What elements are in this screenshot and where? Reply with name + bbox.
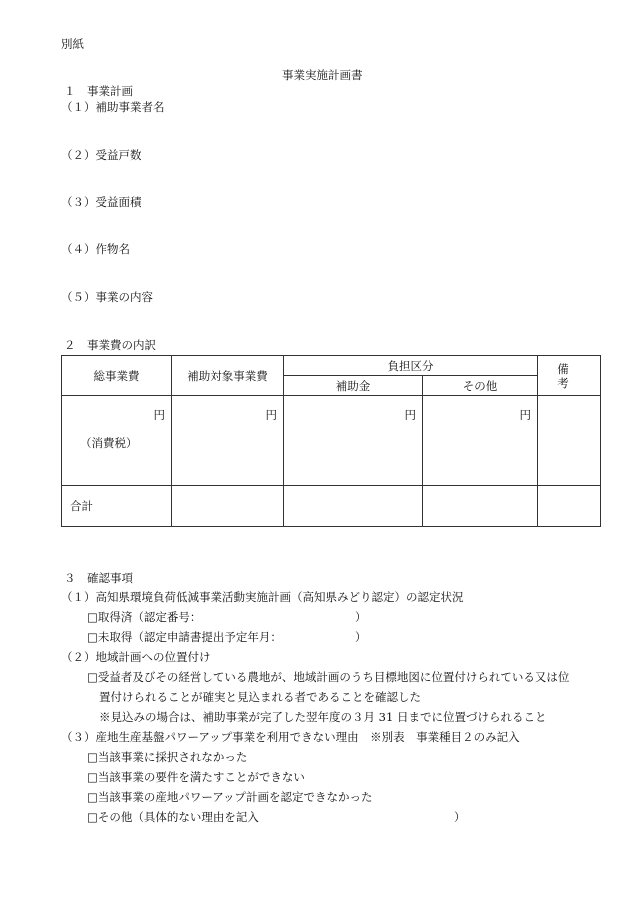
subsidy-cell — [284, 396, 423, 486]
q3-option-other-close: ） — [454, 810, 466, 824]
total-subsidy-cell — [284, 486, 423, 527]
q2-label: （２）地域計画への位置付け — [61, 650, 211, 664]
total-eligible-cell — [172, 486, 284, 527]
section2-heading: ２ 事業費の内訳 — [64, 338, 156, 352]
q3-option-requirements[interactable]: □当該事業の要件を満たすことができない — [87, 770, 305, 784]
yen-unit: 円 — [404, 408, 416, 422]
q3-option-plan-not-approved[interactable]: □当該事業の産地パワーアップ計画を認定できなかった — [87, 790, 373, 804]
header-total-cost: 総事業費 — [62, 356, 172, 396]
yen-unit: 円 — [519, 408, 531, 422]
yen-unit: 円 — [265, 408, 277, 422]
cost-breakdown-table — [61, 355, 605, 527]
q1-option-not-acquired-close: ） — [355, 630, 367, 644]
header-burden-division: 負担区分 — [284, 356, 538, 376]
other-cell — [423, 396, 538, 486]
document-title: 事業実施計画書 — [282, 68, 363, 82]
q1-option-acquired-close: ） — [355, 610, 367, 624]
total-other-cell — [423, 486, 538, 527]
header-other: その他 — [423, 376, 538, 396]
q3-option-other[interactable]: □その他（具体的ない理由を記入 — [87, 810, 259, 824]
q2-confirm-continuation: 置付けられることが確実と見込まれる者であることを確認した — [99, 690, 421, 704]
total-remarks-cell — [538, 486, 601, 527]
section1-item-crop: （４）作物名 — [61, 242, 130, 256]
remarks-cell — [538, 396, 601, 486]
q1-label: （１）高知県環境負荷低減事業活動実施計画（高知県みどり認定）の認定状況 — [61, 590, 464, 604]
total-cost-cell — [62, 396, 172, 486]
attachment-label: 別紙 — [61, 37, 84, 51]
header-eligible-cost: 補助対象事業費 — [172, 356, 284, 396]
total-row-label: 合計 — [62, 486, 172, 527]
section1-item-area: （３）受益面積 — [61, 195, 142, 209]
section1-item-recipient: （１）補助事業者名 — [61, 100, 165, 114]
q2-confirm-checkbox[interactable]: □受益者及びその経営している農地が、地域計画のうち目標地図に位置付けられている又は位 — [87, 670, 570, 684]
header-subsidy: 補助金 — [284, 376, 423, 396]
tax-note: （消費税） — [80, 436, 138, 450]
q1-option-acquired[interactable]: □取得済（認定番号： — [87, 610, 202, 624]
q3-label: （３）産地生産基盤パワーアップ事業を利用できない理由 ※別表 事業種目２のみ記入 — [61, 730, 520, 744]
yen-unit: 円 — [153, 408, 165, 422]
eligible-cost-cell — [172, 396, 284, 486]
section1-item-households: （２）受益戸数 — [61, 148, 142, 162]
header-remarks: 備 考 — [538, 356, 601, 396]
q2-note: ※見込みの場合は、補助事業が完了した翌年度の３月 31 日までに位置づけられること — [99, 710, 547, 724]
q3-option-not-adopted[interactable]: □当該事業に採択されなかった — [87, 750, 248, 764]
section1-heading: １ 事業計画 — [64, 84, 133, 98]
q1-option-not-acquired[interactable]: □未取得（認定申請書提出予定年月： — [87, 630, 282, 644]
section3-heading: ３ 確認事項 — [64, 571, 133, 585]
section1-item-content: （５）事業の内容 — [61, 290, 153, 304]
